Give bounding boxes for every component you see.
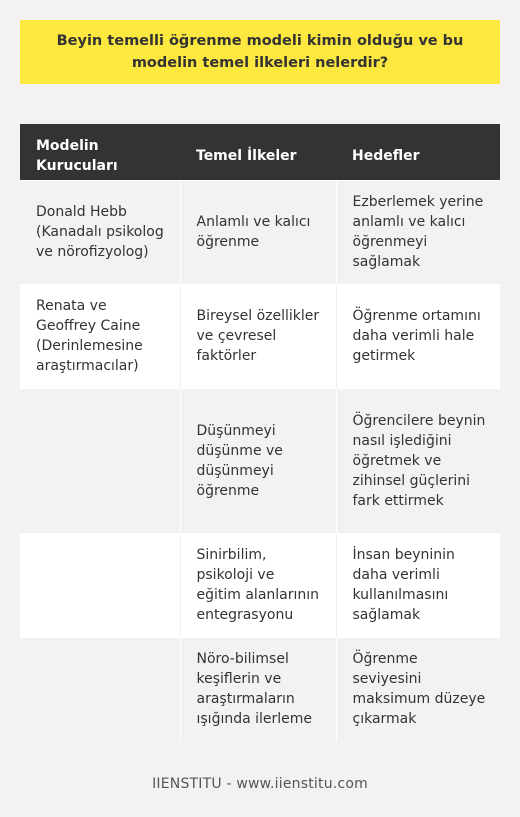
cell-goal: Öğrencilere beynin nasıl işlediğini öğretmek ve zihinsel güçlerini fark ettirmek [336,388,500,533]
cell-principle: Sinirbilim, psikoloji ve eğitim alanlarının entegrasyonu [180,533,336,637]
header-goals: Hedefler [336,124,500,180]
title-banner [20,20,500,84]
cell-principle: Bireysel özellikler ve çevresel faktörler [180,284,336,388]
header-principles: Temel İlkeler [180,124,336,180]
table-header-row [20,124,500,180]
table-row [20,388,500,533]
table-row [20,180,500,284]
cell-goal: İnsan beyninin daha verimli kullanılmasını sağlamak [336,533,500,637]
cell-founder [20,533,180,637]
cell-founder [20,388,180,533]
cell-goal: Öğrenme seviyesini maksimum düzeye çıkarmak [336,637,500,741]
table-row [20,284,500,388]
table-row [20,637,500,741]
cell-goal: Ezberlemek yerine anlamlı ve kalıcı öğrenmeyi sağlamak [336,180,500,284]
cell-principle: Düşünmeyi düşünme ve düşünmeyi öğrenme [180,388,336,533]
page-title: Beyin temelli öğrenme modeli kimin olduğu ve bu modelin temel ilkeleri nelerdir? [56,33,464,71]
cell-founder [20,637,180,741]
header-founders: Modelin Kurucuları [20,124,180,180]
cell-principle: Anlamlı ve kalıcı öğrenme [180,180,336,284]
data-table [20,124,500,741]
cell-principle: Nöro-bilimsel keşiflerin ve araştırmaların ışığında ilerleme [180,637,336,741]
cell-goal: Öğrenme ortamını daha verimli hale getirmek [336,284,500,388]
cell-founder: Donald Hebb (Kanadalı psikolog ve nörofizyolog) [20,180,180,284]
footer-credit: IIENSTITU - www.iienstitu.com [152,776,368,792]
table-row [20,533,500,637]
cell-founder: Renata ve Geoffrey Caine (Derinlemesine araştırmacılar) [20,284,180,388]
